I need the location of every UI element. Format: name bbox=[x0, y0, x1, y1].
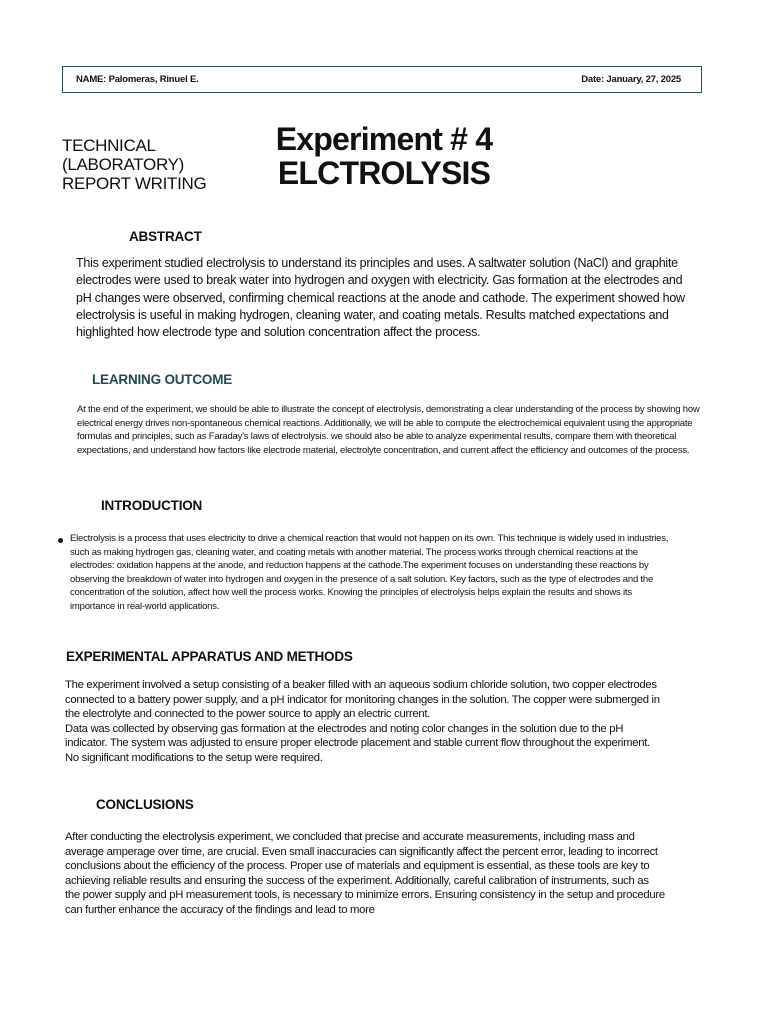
experiment-name: ELCTROLYSIS bbox=[277, 155, 491, 191]
abstract-heading: ABSTRACT bbox=[129, 229, 202, 244]
document-type-line: TECHNICAL bbox=[62, 136, 156, 155]
document-type-line: (LABORATORY) bbox=[62, 155, 185, 174]
apparatus-text bbox=[65, 678, 665, 766]
experiment-number: Experiment # 4 bbox=[275, 121, 493, 157]
conclusions-text: After conducting the electrolysis experiment, we concluded that precise and accurate measurements, including mass and average amperage over time, are crucial. Even small inaccuracies can significantly affect the percent error, leading to incorrect conclusions about the efficiency of the process. Proper use of materials and equipment is essential, as these tools are key to achieving reliable results and ensuring the success of the experiment. Additionally, careful calibration of instruments, such as the power supply and pH measurement tools, is necessary to minimize errors. Ensuring consistency in the setup and procedure can further enhance the accuracy of the findings and lead to more bbox=[65, 831, 665, 916]
learning-outcome-heading: LEARNING OUTCOME bbox=[92, 372, 233, 387]
learning-outcome-text: At the end of the experiment, we should be able to illustrate the concept of electrolysis, demonstrating a clear understanding of the process by showing how electrical energy drives non-spontaneous chemical reactions. Additionally, we will be able to compute the electrochemical equivalent using the appropriate formulas and principles, such as Faraday's laws of electrolysis. we should also be able to analyze experimental results, compare them with theoretical expectations, and understand how factors like electrode material, electrolyte concentration, and current affect the efficiency and outcomes of the process. bbox=[77, 404, 700, 456]
apparatus-paragraph: The experiment involved a setup consisting of a beaker filled with an aqueous sodium chloride solution, two copper electrodes connected to a battery power supply, and a pH indicator for monitoring changes in the solution. The copper were submerged in the electrolyte and connected to the power source to apply an electric current. bbox=[65, 679, 660, 721]
apparatus-paragraph: Data was collected by observing gas formation at the electrodes and noting color changes in the solution due to the pH indicator. The system was adjusted to ensure proper electrode placement and stable current flow throughout the experiment. No significant modifications to the setup were required. bbox=[65, 722, 650, 764]
introduction-bullet-text: Electrolysis is a process that uses electricity to drive a chemical reaction that would not happen on its own. This technique is widely used in industries, such as making hydrogen gas, cleaning water, and coating metals with another material. The process works through chemical reactions at the electrodes: oxidation happens at the anode, and reduction happens at the cathode.The experiment focuses on understanding these reactions by observing the breakdown of water into hydrogen and oxygen in the presence of a salt solution. Key factors, such as the type of electrodes and the concentration of the solution, affect how well the process works. Knowing the principles of electrolysis helps explain the results and shows its importance in real-world applications. bbox=[70, 533, 669, 612]
document-type-line: REPORT WRITING bbox=[62, 174, 207, 193]
apparatus-heading: EXPERIMENTAL APPARATUS AND METHODS bbox=[66, 649, 353, 664]
student-info-box bbox=[62, 66, 702, 93]
abstract-text: This experiment studied electrolysis to understand its principles and uses. A saltwater solution (NaCl) and graphite electrodes were used to break water into hydrogen and oxygen with electricity. Gas formation at the electrodes and pH changes were observed, confirming chemical reactions at the anode and cathode. The experiment showed how electrolysis is useful in making hydrogen, cleaning water, and coating metals. Results matched expectations and highlighted how electrode type and solution concentration affect the process. bbox=[76, 256, 685, 340]
conclusions-heading: CONCLUSIONS bbox=[96, 797, 194, 812]
document-type bbox=[62, 136, 206, 193]
student-name: NAME: Palomeras, Rinuel E. bbox=[76, 74, 199, 85]
bullet-icon bbox=[58, 538, 63, 543]
introduction-heading: INTRODUCTION bbox=[101, 498, 203, 513]
experiment-title bbox=[250, 122, 518, 190]
report-date: Date: January, 27, 2025 bbox=[581, 74, 681, 85]
